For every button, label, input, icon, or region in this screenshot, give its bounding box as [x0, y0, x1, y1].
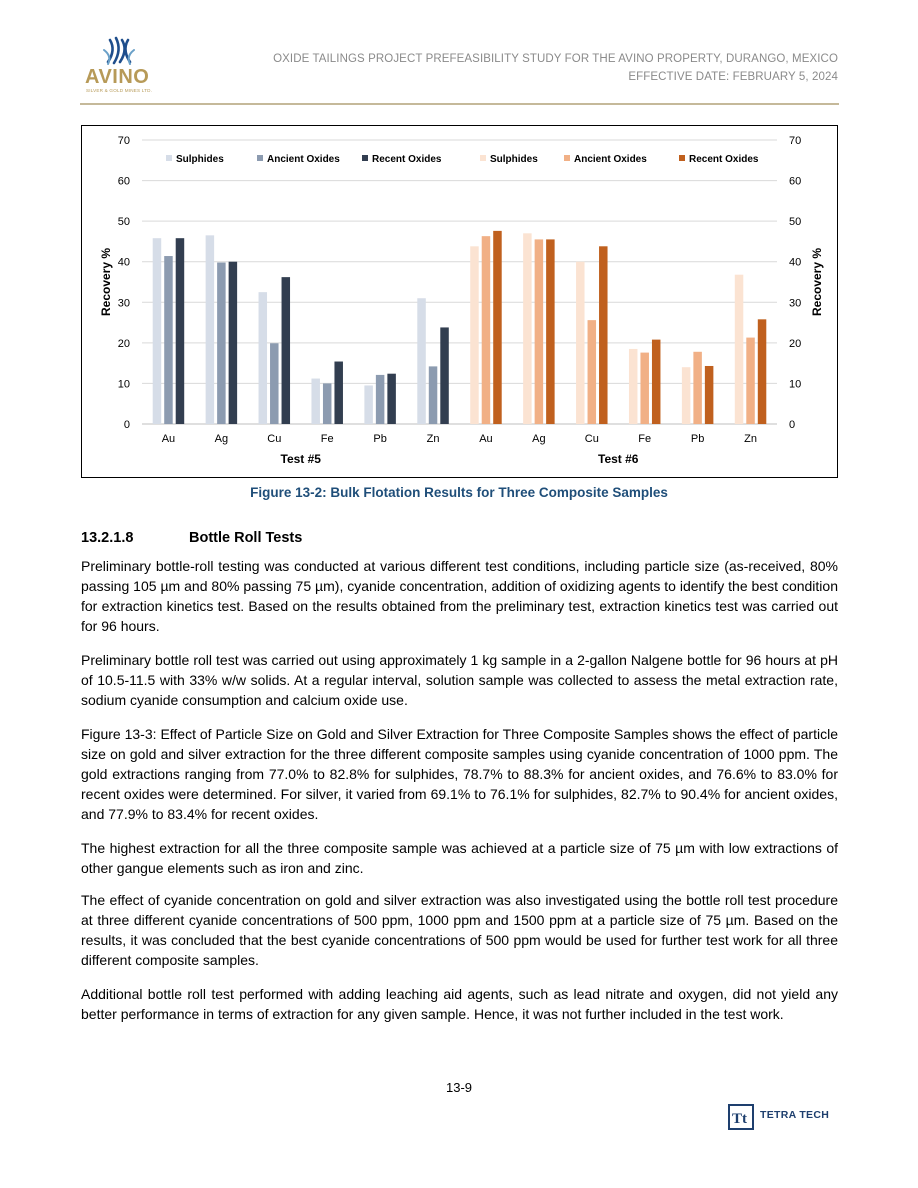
- bar-ag-ancient-oxides: [217, 263, 226, 424]
- section-title: Bottle Roll Tests: [189, 530, 303, 546]
- paragraph: Additional bottle roll test performed with adding leaching aid agents, such as lead nitrate and oxygen, did not yield any better performance in terms of extraction for any given sample. Hence, it was not further included in the test work.: [81, 986, 838, 1022]
- legend-swatch: [564, 155, 570, 161]
- bar-fe-recent-oxides: [334, 362, 343, 424]
- legend-swatch: [257, 155, 263, 161]
- bar-zn-sulphides: [735, 275, 744, 424]
- header-divider: [80, 103, 839, 105]
- bar-cu-recent-oxides: [282, 277, 291, 424]
- x-tick-label: Zn: [426, 433, 440, 445]
- y-tick-label-right: 70: [789, 135, 802, 147]
- paragraph: The effect of cyanide concentration on gold and silver extraction was also investigated using the bottle roll test procedure at three different cyanide concentrations of 500 ppm, 1000 ppm and 1500 ppm at a particle size of 75 µm. Based on the results, it was concluded that the best cyanide concentrations of 500 ppm would be used for further test work for all three different composite samples.: [81, 892, 838, 968]
- tetra-tech-logo-icon: [728, 1104, 754, 1130]
- paragraph: Figure 13-3: Effect of Particle Size on Gold and Silver Extraction for Three Composite Samples shows the effect of particle size on gold and silver extraction for the three different composite samples using cyanide concentration of 1000 ppm. The gold extractions ranging from 77.0% to 82.8% for sulphides, 78.7% to 88.3% for ancient oxides, and 76.6% to 83.0% for recent oxides were determined. For silver, it varied from 69.1% to 76.1% for sulphides, 82.7% to 90.4% for ancient oxides, and 77.9% to 83.4% for recent oxides.: [81, 726, 838, 822]
- paragraph: The highest extraction for all the three composite sample was achieved at a particle size of 75 µm with low extractions of other gangue elements such as iron and zinc.: [81, 840, 838, 876]
- x-tick-label: Zn: [744, 433, 757, 445]
- bar-zn-sulphides: [417, 298, 426, 424]
- chart-canvas: [82, 126, 837, 477]
- bar-pb-sulphides: [364, 385, 373, 424]
- bulk-flotation-chart: [81, 125, 838, 478]
- bar-pb-sulphides: [682, 367, 691, 424]
- y-tick-label-right: 30: [789, 297, 802, 310]
- y-tick-label-left: 0: [123, 419, 130, 431]
- legend-label: Ancient Oxides: [267, 154, 340, 165]
- avino-logo-subtitle: SILVER & GOLD MINES LTD.: [86, 88, 153, 93]
- legend-label: Sulphides: [176, 154, 224, 165]
- bar-au-ancient-oxides: [164, 256, 173, 424]
- bar-zn-ancient-oxides: [429, 366, 438, 424]
- y-axis-title-right: Recovery %: [810, 247, 824, 317]
- bar-fe-sulphides: [311, 379, 320, 424]
- y-tick-label-right: 60: [789, 175, 802, 188]
- y-tick-label-right: 0: [789, 419, 796, 431]
- bar-cu-sulphides: [576, 262, 585, 424]
- page-number: 13-9: [445, 1080, 473, 1095]
- bar-cu-ancient-oxides: [588, 320, 597, 424]
- legend-swatch: [480, 155, 486, 161]
- section-number: 13.2.1.8: [81, 530, 134, 546]
- bar-au-ancient-oxides: [482, 236, 491, 424]
- svg-text:Tt: Tt: [732, 1111, 747, 1127]
- paragraph: Preliminary bottle-roll testing was conducted at various different test conditions, including particle size (as-received, 80% passing 105 µm and 80% passing 75 µm), cyanide concentration, addition of oxidizing agents to identify the best condition for extraction kinetics test. Based on the results obtained from the preliminary test, extraction kinetics test was carried out for 96 hours.: [81, 558, 838, 634]
- bar-fe-recent-oxides: [652, 340, 661, 424]
- legend-swatch: [166, 155, 172, 161]
- x-tick-label: Cu: [584, 433, 599, 445]
- bar-ag-sulphides: [523, 233, 532, 424]
- bar-cu-recent-oxides: [599, 246, 608, 424]
- paragraph: Preliminary bottle roll test was carried out using approximately 1 kg sample in a 2-gallon Nalgene bottle for 96 hours at pH of 10.5-11.5 with 33% w/w solids. At a regular interval, solution sample was collected to assess the metal extraction rate, sodium cyanide consumption and calcium oxide use.: [81, 652, 838, 708]
- bar-cu-ancient-oxides: [270, 343, 279, 424]
- y-tick-label-right: 50: [789, 216, 802, 229]
- y-tick-label-right: 10: [789, 378, 802, 391]
- y-axis-title-left: Recovery %: [99, 247, 113, 317]
- x-tick-label: Ag: [532, 433, 546, 445]
- bar-zn-recent-oxides: [758, 319, 767, 424]
- x-tick-label: Pb: [373, 433, 387, 445]
- x-tick-label: Ag: [214, 433, 229, 445]
- bar-fe-ancient-oxides: [323, 383, 332, 424]
- figure-caption: Figure 13-2: Bulk Flotation Results for Three Composite Samples: [250, 485, 668, 500]
- effective-date: EFFECTIVE DATE: FEBRUARY 5, 2024: [628, 71, 838, 83]
- x-tick-label: Au: [161, 433, 176, 445]
- y-tick-label-left: 30: [117, 297, 130, 310]
- y-tick-label-left: 10: [117, 378, 130, 391]
- bar-pb-recent-oxides: [387, 374, 396, 424]
- legend-label: Recent Oxides: [372, 154, 442, 165]
- bar-ag-recent-oxides: [229, 262, 238, 424]
- legend-swatch: [362, 155, 368, 161]
- tetra-tech-logo-text: TETRA TECH: [760, 1109, 830, 1121]
- document-title: OXIDE TAILINGS PROJECT PREFEASIBILITY STUDY FOR THE AVINO PROPERTY, DURANGO, MEXICO: [273, 53, 838, 65]
- legend-label: Ancient Oxides: [574, 154, 647, 165]
- bar-pb-recent-oxides: [705, 366, 714, 424]
- bar-au-recent-oxides: [493, 231, 502, 424]
- bar-pb-ancient-oxides: [376, 375, 385, 424]
- bar-ag-sulphides: [206, 235, 215, 424]
- y-tick-label-left: 60: [117, 175, 130, 188]
- x-tick-label: Cu: [267, 433, 282, 445]
- legend-swatch: [679, 155, 685, 161]
- y-tick-label-left: 50: [117, 216, 130, 229]
- bar-au-sulphides: [153, 238, 162, 424]
- legend-label: Recent Oxides: [689, 154, 759, 165]
- group-label: Test #6: [598, 452, 639, 466]
- bar-pb-ancient-oxides: [693, 352, 702, 424]
- bar-cu-sulphides: [259, 292, 268, 424]
- bar-ag-ancient-oxides: [535, 239, 544, 424]
- bar-fe-sulphides: [629, 349, 638, 424]
- bar-au-sulphides: [470, 246, 479, 424]
- y-tick-label-left: 70: [117, 135, 130, 147]
- y-tick-label-left: 20: [117, 337, 130, 350]
- legend-label: Sulphides: [490, 154, 538, 165]
- avino-logo-text: AVINO: [85, 66, 150, 88]
- group-label: Test #5: [280, 452, 321, 466]
- bar-ag-recent-oxides: [546, 239, 555, 424]
- y-tick-label-left: 40: [117, 256, 130, 269]
- bar-fe-ancient-oxides: [640, 353, 649, 424]
- bar-zn-ancient-oxides: [746, 338, 755, 424]
- bar-au-recent-oxides: [176, 238, 185, 424]
- x-tick-label: Fe: [638, 433, 652, 445]
- y-tick-label-right: 20: [789, 337, 802, 350]
- x-tick-label: Fe: [320, 433, 334, 445]
- x-tick-label: Pb: [690, 433, 705, 445]
- bar-zn-recent-oxides: [440, 327, 449, 424]
- x-tick-label: Au: [479, 433, 493, 445]
- y-tick-label-right: 40: [789, 256, 802, 269]
